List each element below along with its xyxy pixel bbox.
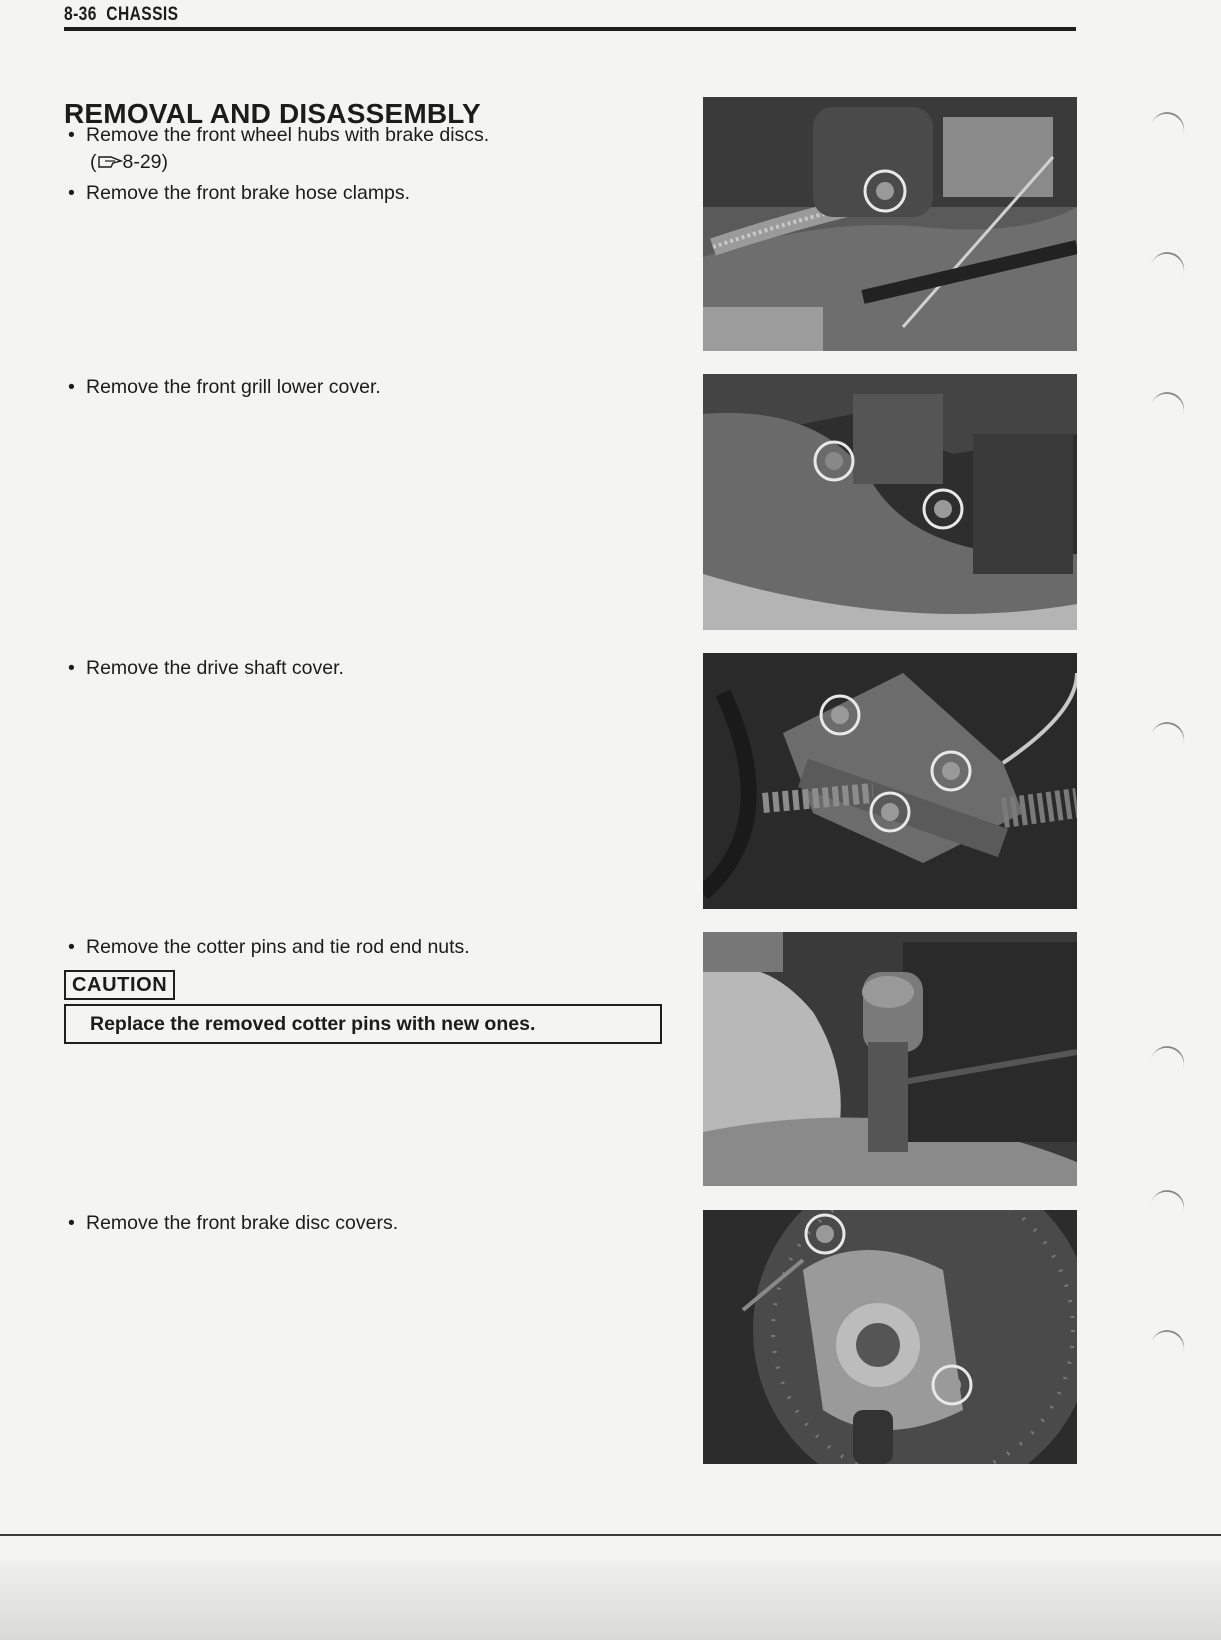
section-title: REMOVAL AND DISASSEMBLY	[64, 98, 481, 129]
caution-message: Replace the removed cotter pins with new ones.	[64, 1004, 662, 1044]
brake-disc-cover-photo	[703, 1210, 1077, 1464]
step-text: Remove the front brake hose clamps.	[86, 182, 411, 204]
step-2	[68, 180, 410, 207]
reference-page: 8-29	[122, 151, 162, 173]
step-3	[68, 374, 381, 401]
caution-label: CAUTION	[64, 970, 175, 1000]
binder-ring-mark	[1145, 1042, 1188, 1087]
page-header	[64, 4, 178, 26]
bullet-icon: •	[68, 1212, 75, 1234]
step-text: Remove the front brake disc covers.	[86, 1212, 399, 1234]
binder-ring-mark	[1145, 108, 1188, 153]
bullet-icon: •	[68, 936, 75, 958]
binder-ring-mark	[1145, 388, 1188, 433]
step-6	[68, 1210, 398, 1237]
section-name: CHASSIS	[106, 4, 179, 25]
book-reference-icon	[97, 151, 123, 173]
step-5	[68, 934, 470, 961]
bullet-icon: •	[68, 376, 75, 398]
binder-ring-mark	[1145, 718, 1188, 763]
page-shadow	[0, 1560, 1221, 1640]
step-1	[68, 122, 489, 176]
drive-shaft-cover-photo	[703, 653, 1077, 909]
bullet-icon: •	[68, 124, 75, 146]
bullet-icon: •	[68, 182, 75, 204]
binder-ring-mark	[1145, 1326, 1188, 1371]
step-text: Remove the front grill lower cover.	[86, 376, 381, 398]
step-text: Remove the front wheel hubs with brake discs.	[86, 124, 490, 146]
page-bottom-edge	[0, 1534, 1221, 1536]
tie-rod-end-photo	[703, 932, 1077, 1186]
step-4	[68, 655, 344, 682]
page-number: 8-36	[64, 4, 97, 25]
grill-lower-cover-photo	[703, 374, 1077, 630]
brake-hose-clamp-photo	[703, 97, 1077, 351]
page-reference[interactable]: ( 8-29)	[90, 151, 169, 173]
binder-ring-mark	[1145, 1186, 1188, 1231]
header-rule	[64, 27, 1076, 31]
step-text: Remove the drive shaft cover.	[86, 657, 344, 679]
binder-ring-mark	[1145, 248, 1188, 293]
step-text: Remove the cotter pins and tie rod end nuts.	[86, 936, 470, 958]
bullet-icon: •	[68, 657, 75, 679]
